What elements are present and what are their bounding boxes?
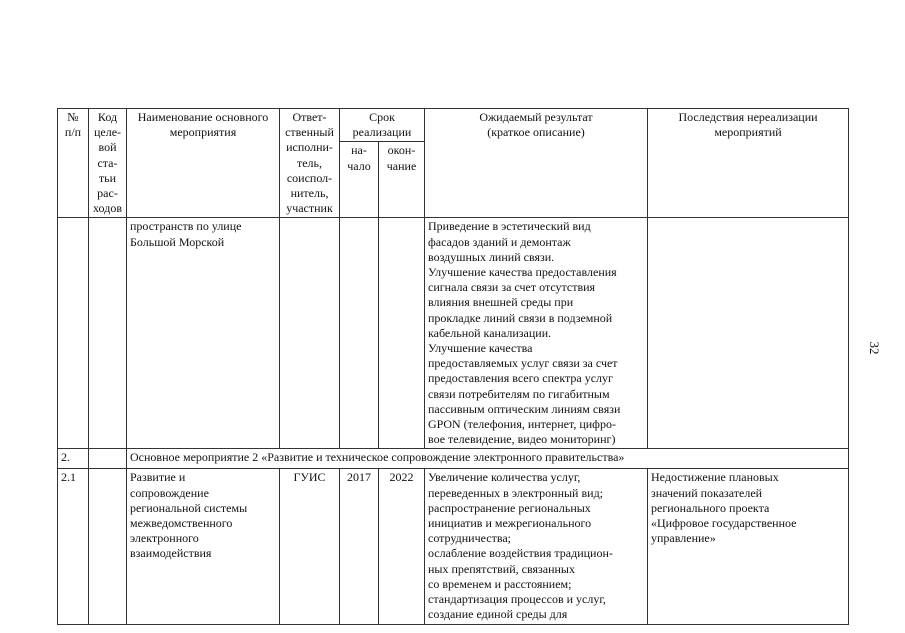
header-period: Срок реализации <box>340 109 425 142</box>
section-title: Основное мероприятие 2 «Развитие и техническое сопровождение электронного правительства» <box>127 449 849 469</box>
cell-consequences <box>648 218 849 449</box>
table-row <box>58 218 849 449</box>
cell-result: Увеличение количества услуг, переведенных в электронный вид; распространение региональных инициатив и межрегионального сотрудничества; ослабление воздействия традицион- ных препятствий, связанных со временем и расстоянием; стандартизация процессов и услуг, создание единой среды для <box>425 469 648 624</box>
header-num: № п/п <box>58 109 89 218</box>
section-num: 2. <box>58 449 89 469</box>
cell-num: 2.1 <box>58 469 89 624</box>
section-code <box>89 449 127 469</box>
header-consequences: Последствия нереализации мероприятий <box>648 109 849 218</box>
measures-table <box>57 108 849 625</box>
section-row <box>58 449 849 469</box>
header-end: окон- чание <box>379 142 425 218</box>
cell-consequences: Недостижение плановых значений показателей регионального проекта «Цифровое государственное управление» <box>648 469 849 624</box>
cell-responsible <box>280 218 340 449</box>
cell-responsible: ГУИС <box>280 469 340 624</box>
table-row <box>58 469 849 624</box>
page-number: 32 <box>867 341 882 355</box>
cell-name: пространств по улице Большой Морской <box>127 218 280 449</box>
cell-num <box>58 218 89 449</box>
cell-code <box>89 469 127 624</box>
header-code: Код целе- вой ста- тьи рас- ходов <box>89 109 127 218</box>
header-responsible: Ответ- ственный исполни- тель, соиспол- нитель, участник <box>280 109 340 218</box>
cell-start: 2017 <box>340 469 379 624</box>
header-result: Ожидаемый результат (краткое описание) <box>425 109 648 218</box>
header-name: Наименование основного мероприятия <box>127 109 280 218</box>
cell-end <box>379 218 425 449</box>
cell-start <box>340 218 379 449</box>
cell-end: 2022 <box>379 469 425 624</box>
table-header-row <box>58 109 849 142</box>
header-start: на- чало <box>340 142 379 218</box>
cell-code <box>89 218 127 449</box>
cell-result: Приведение в эстетический вид фасадов зданий и демонтаж воздушных линий связи. Улучшение качества предоставления сигнала связи за счет отсутствия влияния внешней среды при прокладке линий связи в подземной кабельной канализации. Улучшение качества предоставляемых услуг связи за счет предоставления всего спектра услуг связи потребителям по гигабитным пассивным оптическим линиям связи GPON (телефония, интернет, цифро- вое телевидение, видео мониторинг) <box>425 218 648 449</box>
cell-name: Развитие и сопровождение региональной системы межведомственного электронного взаимодействия <box>127 469 280 624</box>
